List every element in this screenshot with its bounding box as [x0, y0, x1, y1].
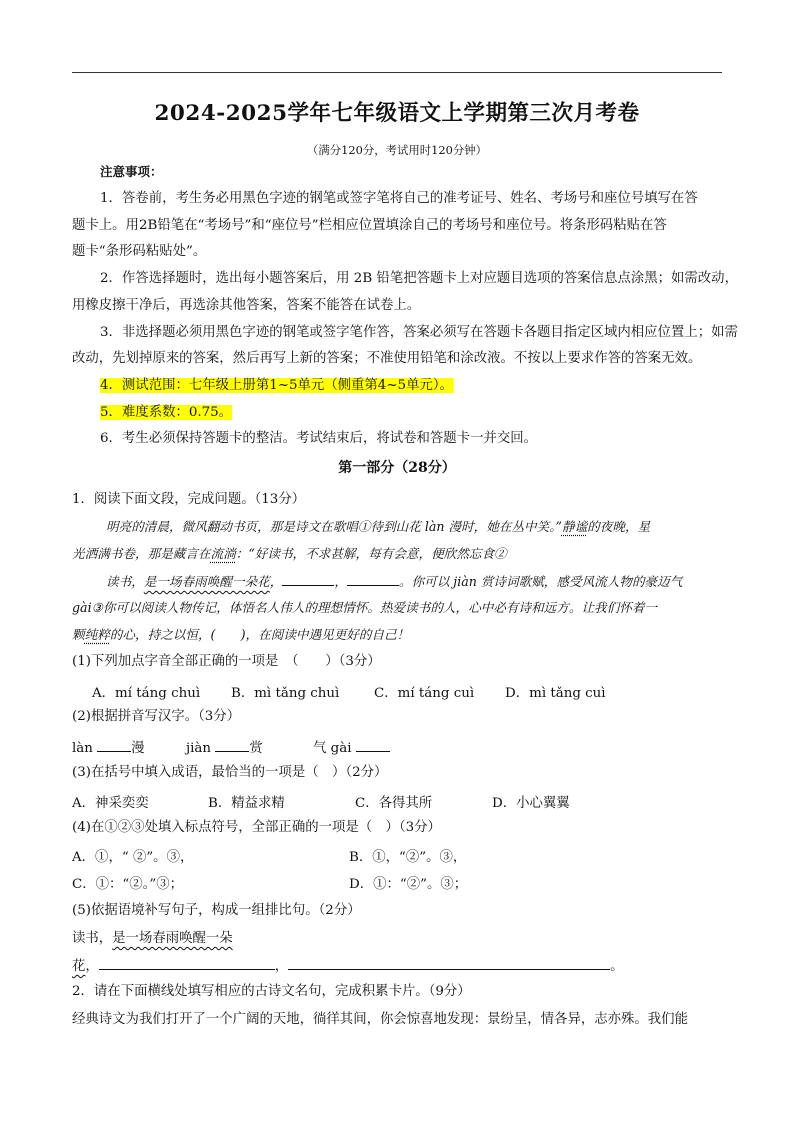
notice-line-2: 题卡上。用2B铅笔在“考场号”和“座位号”栏相应位置填涂自己的考场号和座位号。将条形码粘贴在答: [72, 218, 667, 233]
dotted-word-3: 纯粹: [84, 627, 110, 642]
answer-blank[interactable]: [97, 737, 131, 752]
answer-blank[interactable]: [215, 737, 249, 752]
s1-option-a[interactable]: A．mí táng chuì: [92, 686, 201, 701]
s3-option-a[interactable]: A．神采奕奕: [72, 796, 149, 811]
wavy-underlined-sentence: 是一场春雨唤醒一朵花: [143, 574, 270, 589]
s3-option-d[interactable]: D．小心翼翼: [492, 796, 570, 811]
answer-blank-long[interactable]: [288, 955, 610, 970]
s3-option-b[interactable]: B．精益求精: [208, 796, 285, 811]
q1-sub4: (4)在①②③处填入标点符号，全部正确的一项是（ ）（3分）: [72, 820, 441, 835]
answer-blank[interactable]: [356, 737, 390, 752]
notice-line-5: 用橡皮擦干净后，再选涂其他答案，答案不能答在试卷上。: [72, 298, 421, 313]
q1-sub1: (1)下列加点字音全部正确的一项是 （ ）（3分）: [72, 654, 381, 669]
pinyin-item-2: jiàn 赏: [186, 737, 263, 759]
dotted-word-2: 流淌: [210, 546, 236, 561]
s5-answer-line: 花， ， 。: [72, 955, 624, 977]
q1-sub2: (2)根据拼音写汉字。（3分）: [72, 709, 241, 724]
q1-passage-line-3: 读书，是一场春雨唤醒一朵花， ， 。你可以 jiàn 赏诗词歌赋，感受风流人物的豪迈气: [106, 571, 682, 592]
pinyin-item-1: làn 漫: [72, 737, 145, 759]
header-rule: [72, 72, 722, 73]
s4-option-b[interactable]: B．①，“②”。③，: [349, 850, 467, 865]
s4-option-d[interactable]: D．①：“②”。③；: [349, 877, 468, 892]
q1-passage-line-2: 光洒满书卷，那是藏言在流淌：“好读书，不求甚解，每有会意，便欣然忘食②: [72, 546, 507, 561]
notice-line-8-highlight: 4．测试范围：七年级上册第1~5单元（侧重第4~5单元）。: [100, 378, 453, 393]
exam-subtitle: （满分120分，考试用时120分钟）: [306, 143, 488, 157]
notice-line-4: 2．作答选择题时，选出每小题答案后，用 2B 铅笔把答题卡上对应题目选项的答案信息点涂黑；如需改动，: [100, 271, 738, 286]
page-title: 2024-2025学年七年级语文上学期第三次月考卷: [154, 101, 640, 126]
q1-sub5: (5)依据语境补写句子，构成一组排比句。（2分）: [72, 903, 361, 918]
section-heading: 第一部分（28分）: [338, 460, 456, 476]
notice-heading: 注意事项：: [100, 164, 163, 179]
s4-option-a[interactable]: A．①，“ ②”。③，: [72, 850, 194, 865]
q1-passage-line-5: 颗纯粹的心，持之以恒，( )，在阅读中遇见更好的自己！: [72, 627, 410, 642]
s1-option-d[interactable]: D．mì tǎng cuì: [505, 686, 606, 701]
notice-line-7: 改动，先划掉原来的答案，然后再写上新的答案；不准使用铅笔和涂改液。不按以上要求作答的答案无效。: [72, 351, 702, 366]
q2-passage-line-1: 经典诗文为我们打开了一个广阔的天地，徜徉其间，你会惊喜地发现：景纷呈，情各异，志亦殊。我们能: [72, 1012, 688, 1027]
pinyin-item-3: 气 gài: [313, 737, 390, 759]
s5-prompt-line: 读书，是一场春雨唤醒一朵: [72, 931, 233, 946]
q2-stem: 2．请在下面横线处填写相应的古诗文名句，完成积累卡片。（9分）: [72, 984, 471, 999]
notice-line-3: 题卡“条形码粘贴处”。: [72, 244, 207, 259]
notice-line-6: 3．非选择题必须用黑色字迹的钢笔或签字笔作答，答案必须写在答题卡各题目指定区域内相应位置上；如需: [100, 325, 738, 340]
fill-blank[interactable]: [282, 571, 334, 586]
dotted-word-1: 静谧: [561, 519, 588, 534]
answer-blank-long[interactable]: [99, 955, 275, 970]
q1-stem: 1．阅读下面文段，完成问题。（13分）: [72, 492, 306, 507]
fill-blank[interactable]: [347, 571, 399, 586]
q1-passage-line-4: gài③你可以阅读人物传记，体悟名人伟人的理想情怀。热爱读书的人，心中必有诗和远方。让我们怀着一: [72, 600, 658, 615]
s3-option-c[interactable]: C．各得其所: [355, 796, 433, 811]
s4-option-c[interactable]: C．①：“②。”③；: [72, 877, 183, 892]
s1-option-c[interactable]: C．mí táng cuì: [374, 686, 475, 701]
q1-sub3: (3)在括号中填入成语，最恰当的一项是（ ）（2分）: [72, 765, 388, 780]
s1-option-b[interactable]: B．mì tǎng chuì: [231, 686, 340, 701]
notice-line-1: 1．答卷前，考生务必用黑色字迹的钢笔或签字笔将自己的准考证号、姓名、考场号和座位号填写在答: [100, 191, 698, 206]
q1-passage-line-1: 明亮的清晨，微风翻动书页，那是诗文在歌唱①待到山花 làn 漫时，她在丛中笑。”静谧的夜晚，星: [106, 519, 651, 534]
notice-line-10: 6．考生必须保持答题卡的整洁。考试结束后，将试卷和答题卡一并交回。: [100, 431, 538, 446]
notice-line-9-highlight: 5．难度系数：0.75。: [100, 405, 233, 420]
